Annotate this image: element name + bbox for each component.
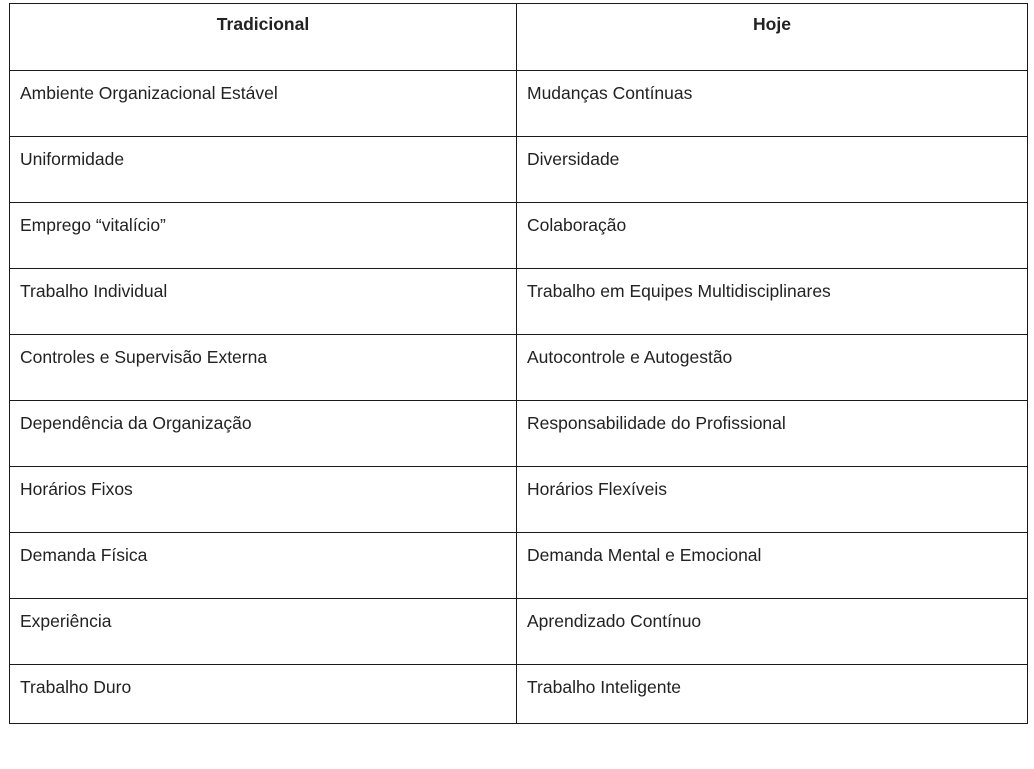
cell-tradicional: Dependência da Organização [10,401,517,467]
cell-tradicional: Demanda Física [10,533,517,599]
cell-tradicional: Experiência [10,599,517,665]
cell-hoje: Trabalho Inteligente [517,665,1028,724]
comparison-table [9,3,1028,724]
cell-hoje: Demanda Mental e Emocional [517,533,1028,599]
table-row [10,137,1028,203]
table-row [10,203,1028,269]
table-row [10,401,1028,467]
cell-hoje: Horários Flexíveis [517,467,1028,533]
cell-hoje: Diversidade [517,137,1028,203]
header-tradicional: Tradicional [10,4,517,71]
cell-hoje: Colaboração [517,203,1028,269]
table-row [10,665,1028,724]
table-row [10,269,1028,335]
cell-hoje: Autocontrole e Autogestão [517,335,1028,401]
cell-hoje: Trabalho em Equipes Multidisciplinares [517,269,1028,335]
header-hoje: Hoje [517,4,1028,71]
table-row [10,467,1028,533]
cell-tradicional: Horários Fixos [10,467,517,533]
cell-tradicional: Emprego “vitalício” [10,203,517,269]
cell-tradicional: Ambiente Organizacional Estável [10,71,517,137]
cell-tradicional: Trabalho Duro [10,665,517,724]
table-header-row [10,4,1028,71]
cell-tradicional: Trabalho Individual [10,269,517,335]
table-row [10,71,1028,137]
table-row [10,335,1028,401]
cell-tradicional: Controles e Supervisão Externa [10,335,517,401]
table-row [10,599,1028,665]
cell-tradicional: Uniformidade [10,137,517,203]
cell-hoje: Responsabilidade do Profissional [517,401,1028,467]
cell-hoje: Aprendizado Contínuo [517,599,1028,665]
table-row [10,533,1028,599]
cell-hoje: Mudanças Contínuas [517,71,1028,137]
